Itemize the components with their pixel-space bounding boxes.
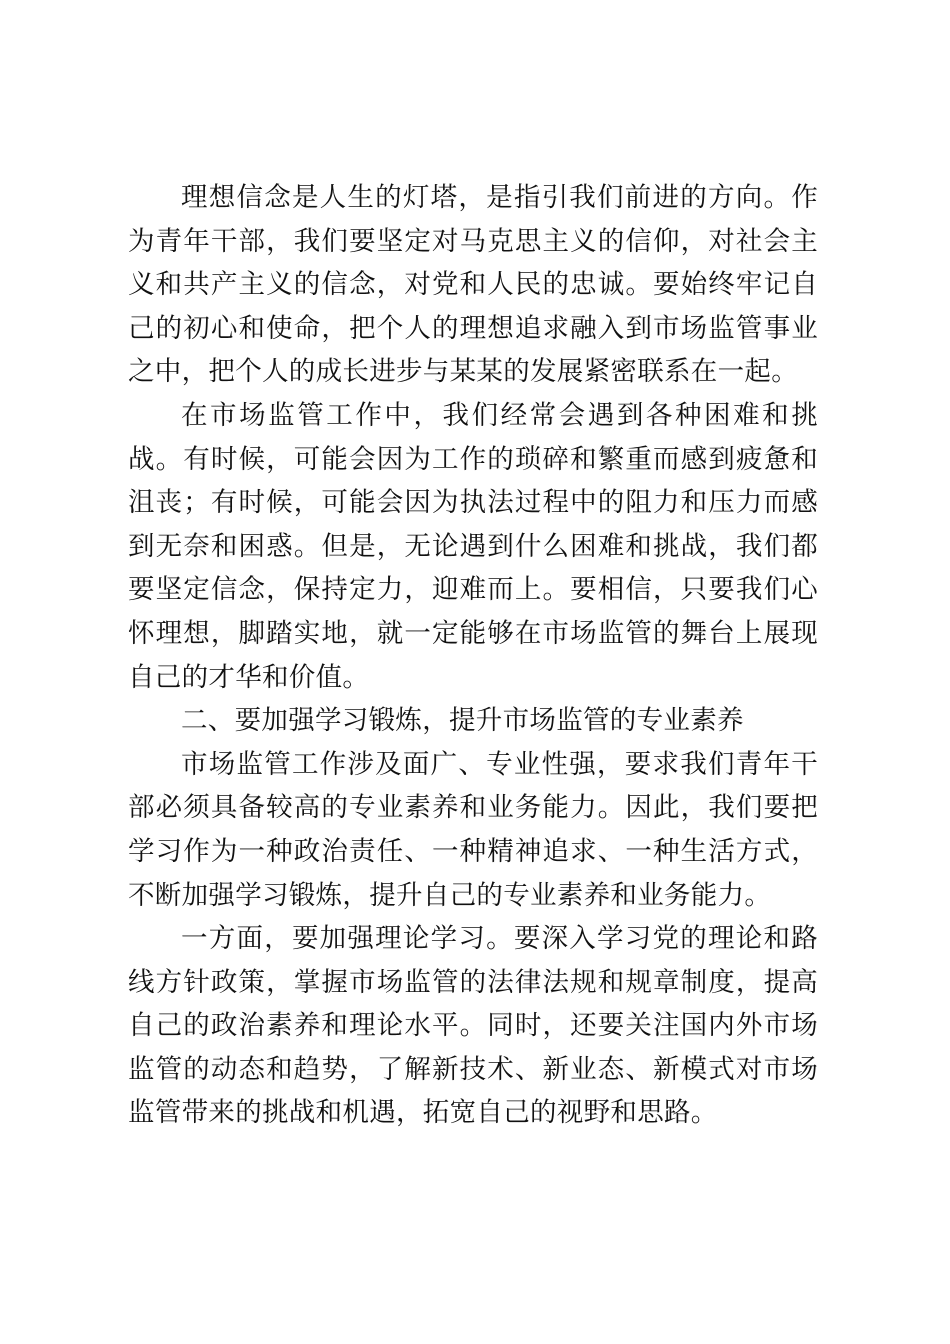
document-body bbox=[128, 176, 818, 1135]
paragraph-ideals: 理想信念是人生的灯塔，是指引我们前进的方向。作为青年干部，我们要坚定对马克思主义的信仰，对社会主义和共产主义的信念，对党和人民的忠诚。要始终牢记自己的初心和使命，把个人的理想追求融入到市场监管事业之中，把个人的成长进步与某某的发展紧密联系在一起。 bbox=[128, 182, 818, 388]
section-heading: 二、要加强学习锻炼，提升市场监管的专业素养 bbox=[181, 705, 744, 737]
paragraph-professional-quality: 市场监管工作涉及面广、专业性强，要求我们青年干部必须具备较高的专业素养和业务能力。因此，我们要把学习作为一种政治责任、一种精神追求、一种生活方式，不断加强学习锻炼，提升自己的专业素养和业务能力。 bbox=[128, 748, 818, 911]
paragraph-challenges: 在市场监管工作中，我们经常会遇到各种困难和挑战。有时候，可能会因为工作的琐碎和繁重而感到疲惫和沮丧；有时候，可能会因为执法过程中的阻力和压力而感到无奈和困惑。但是，无论遇到什么困难和挑战，我们都要坚定信念，保持定力，迎难而上。要相信，只要我们心怀理想，脚踏实地，就一定能够在市场监管的舞台上展现自己的才华和价值。 bbox=[128, 399, 818, 693]
paragraph-theory-study: 一方面，要加强理论学习。要深入学习党的理论和路线方针政策，掌握市场监管的法律法规和规章制度，提高自己的政治素养和理论水平。同时，还要关注国内外市场监管的动态和趋势，了解新技术、新业态、新模式对市场监管带来的挑战和机遇，拓宽自己的视野和思路。 bbox=[128, 923, 818, 1129]
